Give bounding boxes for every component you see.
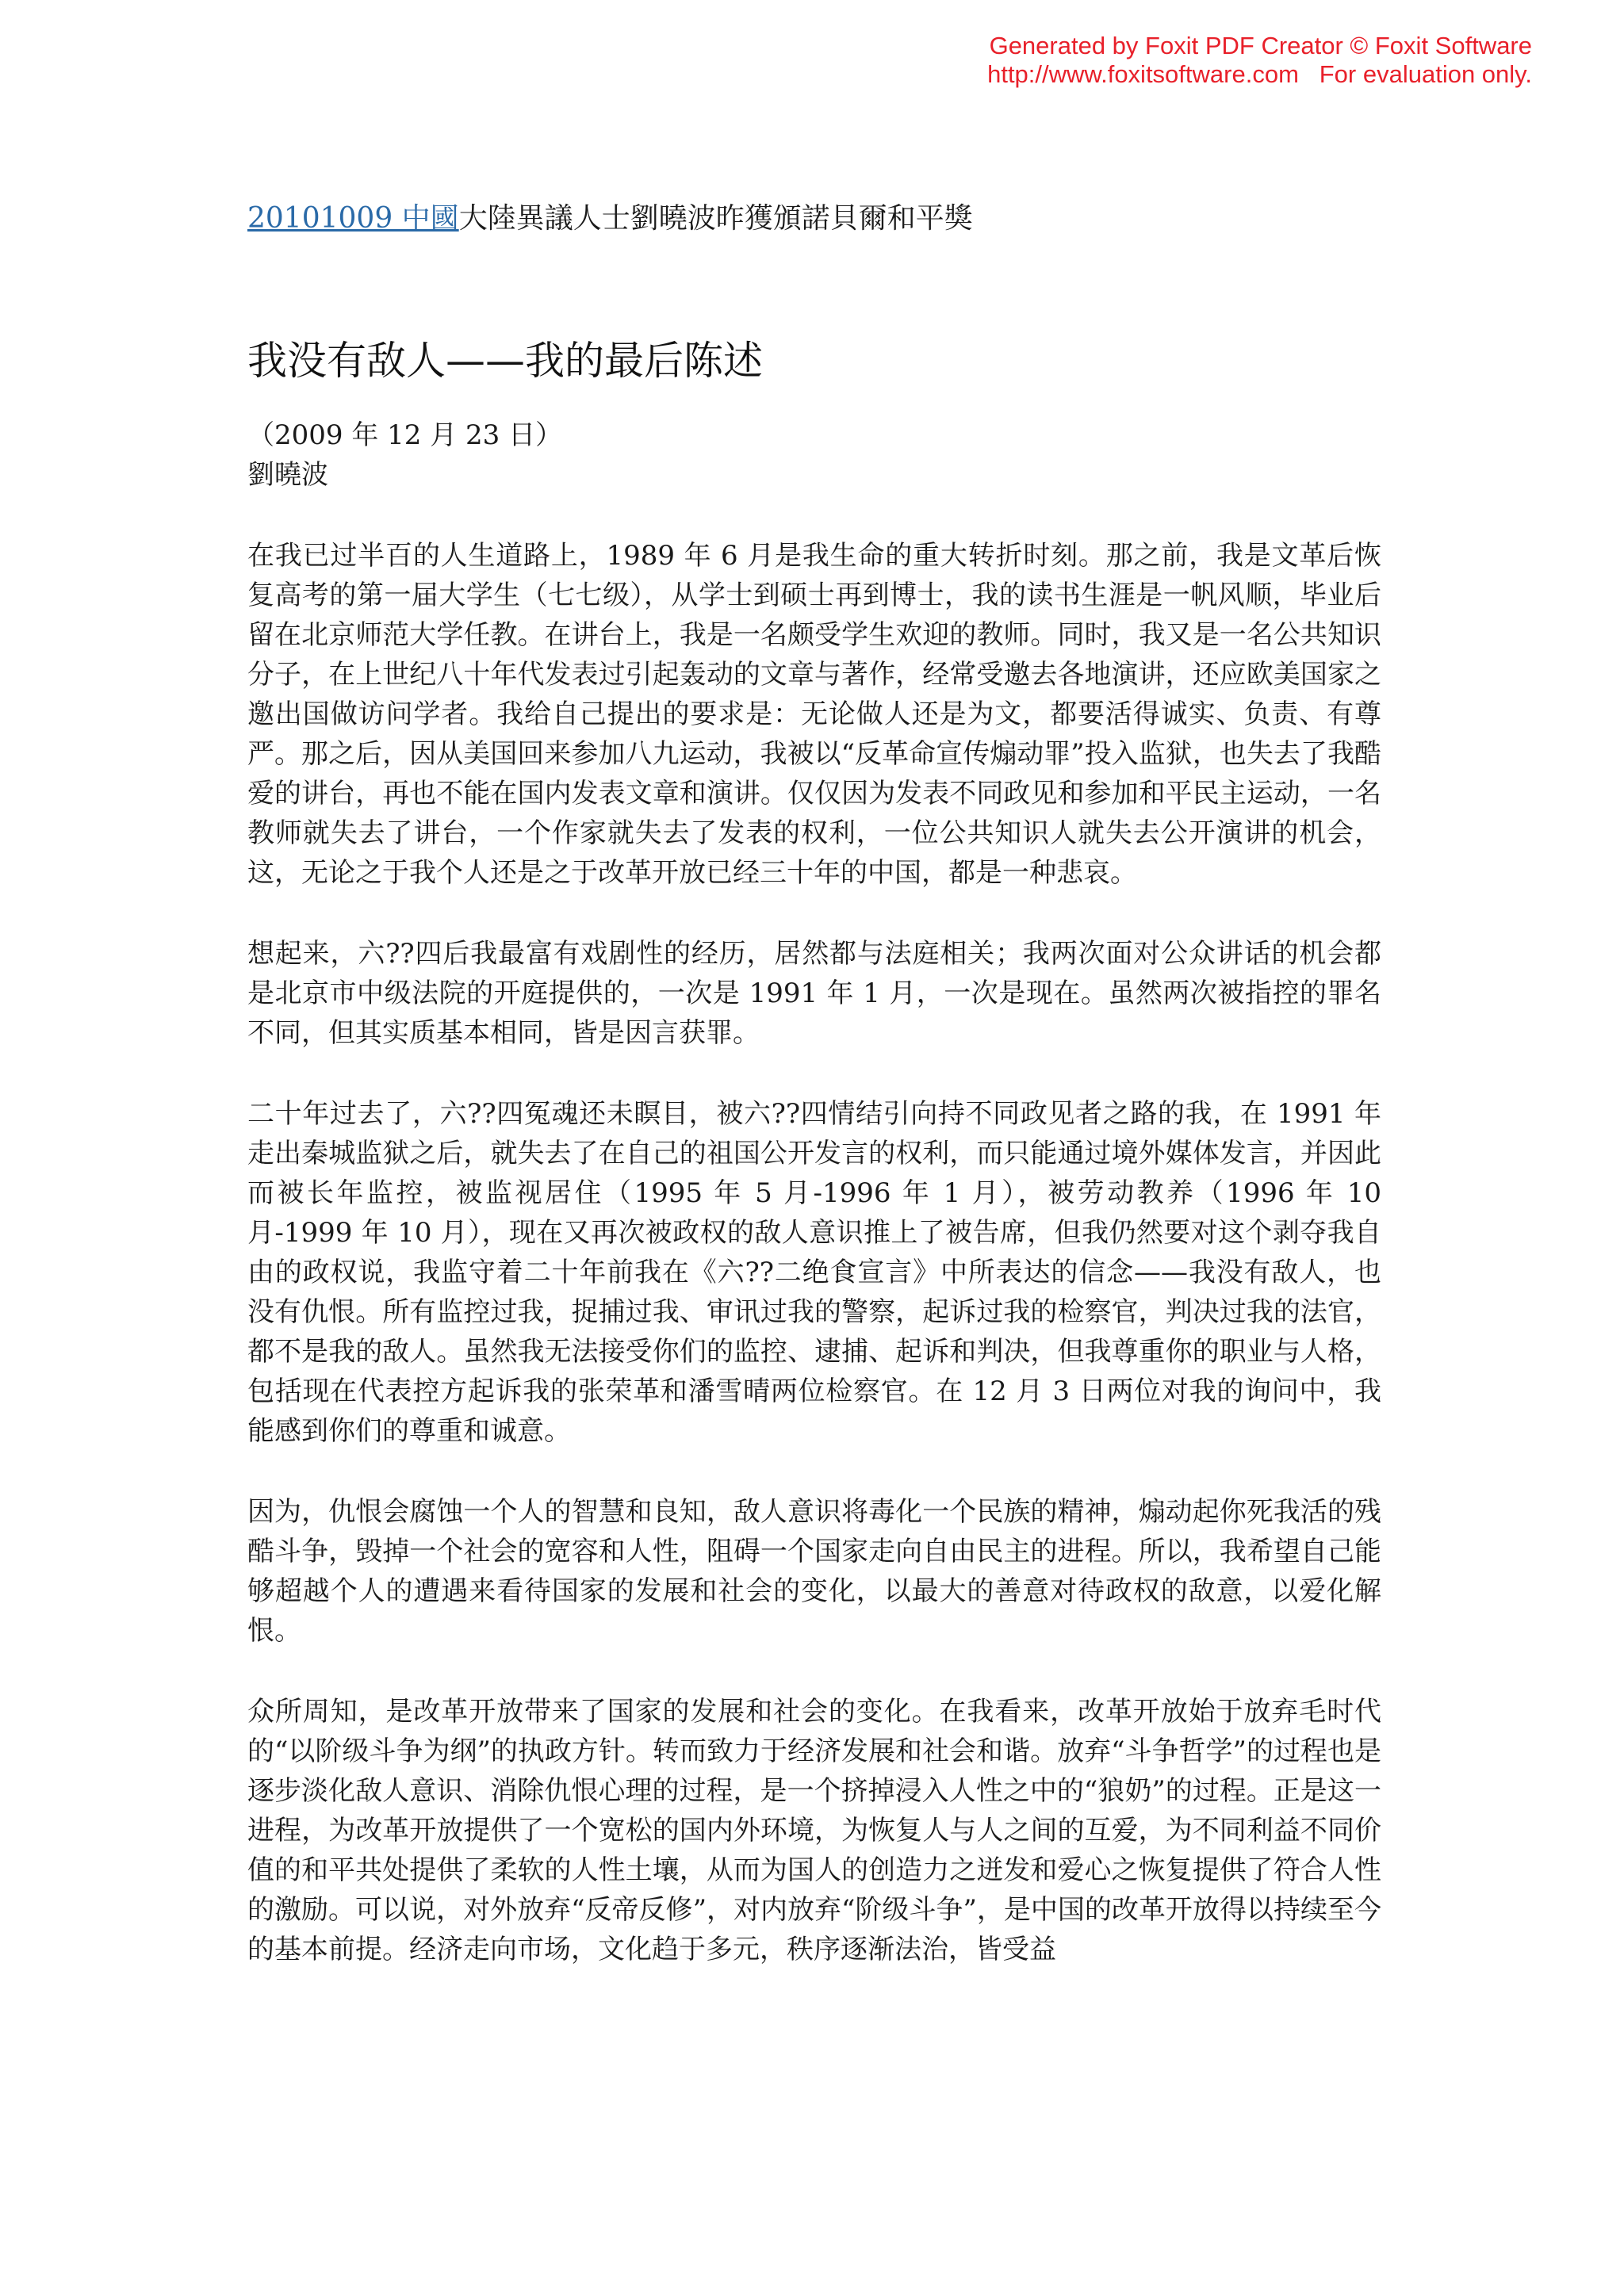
- paragraph-5: 众所周知，是改革开放带来了国家的发展和社会的变化。在我看来，改革开放始于放弃毛时代的“以阶级斗争为纲”的执政方针。转而致力于经济发展和社会和谐。放弃“斗争哲学”的过程也是逐步淡化敌人意识、消除仇恨心理的过程，是一个挤掉浸入人性之中的“狼奶”的过程。正是这一进程，为改革开放提供了一个宽松的国内外环境，为恢复人与人之间的互爱，为不同利益不同价值的和平共处提供了柔软的人性土壤，从而为国人的创造力之迸发和爱心之恢复提供了符合人性的激励。可以说，对外放弃“反帝反修”，对内放弃“阶级斗争”，是中国的改革开放得以持续至今的基本前提。经济走向市场，文化趋于多元，秩序逐渐法治，皆受益: [247, 1696, 1381, 1965]
- article-meta: [247, 415, 1381, 495]
- paragraph-1: 在我已过半百的人生道路上，1989 年 6 月是我生命的重大转折时刻。那之前，我是文革后恢复高考的第一届大学生（七七级），从学士到硕士再到博士，我的读书生涯是一帆风顺，毕业后留在北京师范大学任教。在讲台上，我是一名颇受学生欢迎的教师。同时，我又是一名公共知识分子，在上世纪八十年代发表过引起轰动的文章与著作，经常受邀去各地演讲，还应欧美国家之邀出国做访问学者。我给自己提出的要求是：无论做人还是为文，都要活得诚实、负责、有尊严。那之后，因从美国回来参加八九运动，我被以“反革命宣传煽动罪”投入监狱，也失去了我酷爱的讲台，再也不能在国内发表文章和演讲。仅仅因为发表不同政见和参加和平民主运动，一名教师就失去了讲台，一个作家就失去了发表的权利，一位公共知识人就失去公开演讲的机会，这，无论之于我个人还是之于改革开放已经三十年的中国，都是一种悲哀。: [247, 540, 1381, 889]
- date-link[interactable]: 20101009 中國: [247, 202, 459, 235]
- article-title: 我没有敌人——我的最后陈述: [247, 338, 763, 384]
- header-line: [247, 197, 1381, 241]
- foxit-watermark: [982, 32, 1532, 89]
- header-headline: 大陸異議人士劉曉波昨獲頒諾貝爾和平獎: [458, 202, 973, 235]
- article-date: （2009 年 12 月 23 日）: [247, 419, 563, 451]
- document-body: [247, 197, 1381, 1969]
- watermark-line1: Generated by Foxit PDF Creator © Foxit Software: [989, 32, 1532, 59]
- article-author: 劉曉波: [247, 459, 328, 491]
- watermark-line2: [982, 60, 1532, 89]
- watermark-note: For evaluation only.: [1319, 60, 1532, 88]
- paragraph-4: 因为，仇恨会腐蚀一个人的智慧和良知，敌人意识将毒化一个民族的精神，煽动起你死我活的残酷斗争，毁掉一个社会的宽容和人性，阻碍一个国家走向自由民主的进程。所以，我希望自己能够超越个人的遭遇来看待国家的发展和社会的变化，以最大的善意对待政权的敌意，以爱化解恨。: [247, 1496, 1381, 1647]
- watermark-url[interactable]: http://www.foxitsoftware.com: [987, 60, 1299, 88]
- paragraph-2: 想起来，六??四后我最富有戏剧性的经历，居然都与法庭相关；我两次面对公众讲话的机会都是北京市中级法院的开庭提供的，一次是 1991 年 1 月，一次是现在。虽然两次被指控的罪名不同，但其实质基本相同，皆是因言获罪。: [247, 938, 1381, 1049]
- paragraph-3: 二十年过去了，六??四冤魂还未瞑目，被六??四情结引向持不同政见者之路的我，在 1991 年走出秦城监狱之后，就失去了在自己的祖国公开发言的权利，而只能通过境外媒体发言，并因此而被长年监控，被监视居住（1995 年 5 月-1996 年 1 月），被劳动教养（1996 年 10 月-1999 年 10 月），现在又再次被政权的敌人意识推上了被告席，但我仍然要对这个剥夺我自由的政权说，我监守着二十年前我在《六??二绝食宣言》中所表达的信念——我没有敌人，也没有仇恨。所有监控过我，捉捕过我、审讯过我的警察，起诉过我的检察官，判决过我的法官，都不是我的敌人。虽然我无法接受你们的监控、逮捕、起诉和判决，但我尊重你的职业与人格，包括现在代表控方起诉我的张荣革和潘雪晴两位检察官。在 12 月 3 日两位对我的询问中，我能感到你们的尊重和诚意。: [247, 1098, 1381, 1447]
